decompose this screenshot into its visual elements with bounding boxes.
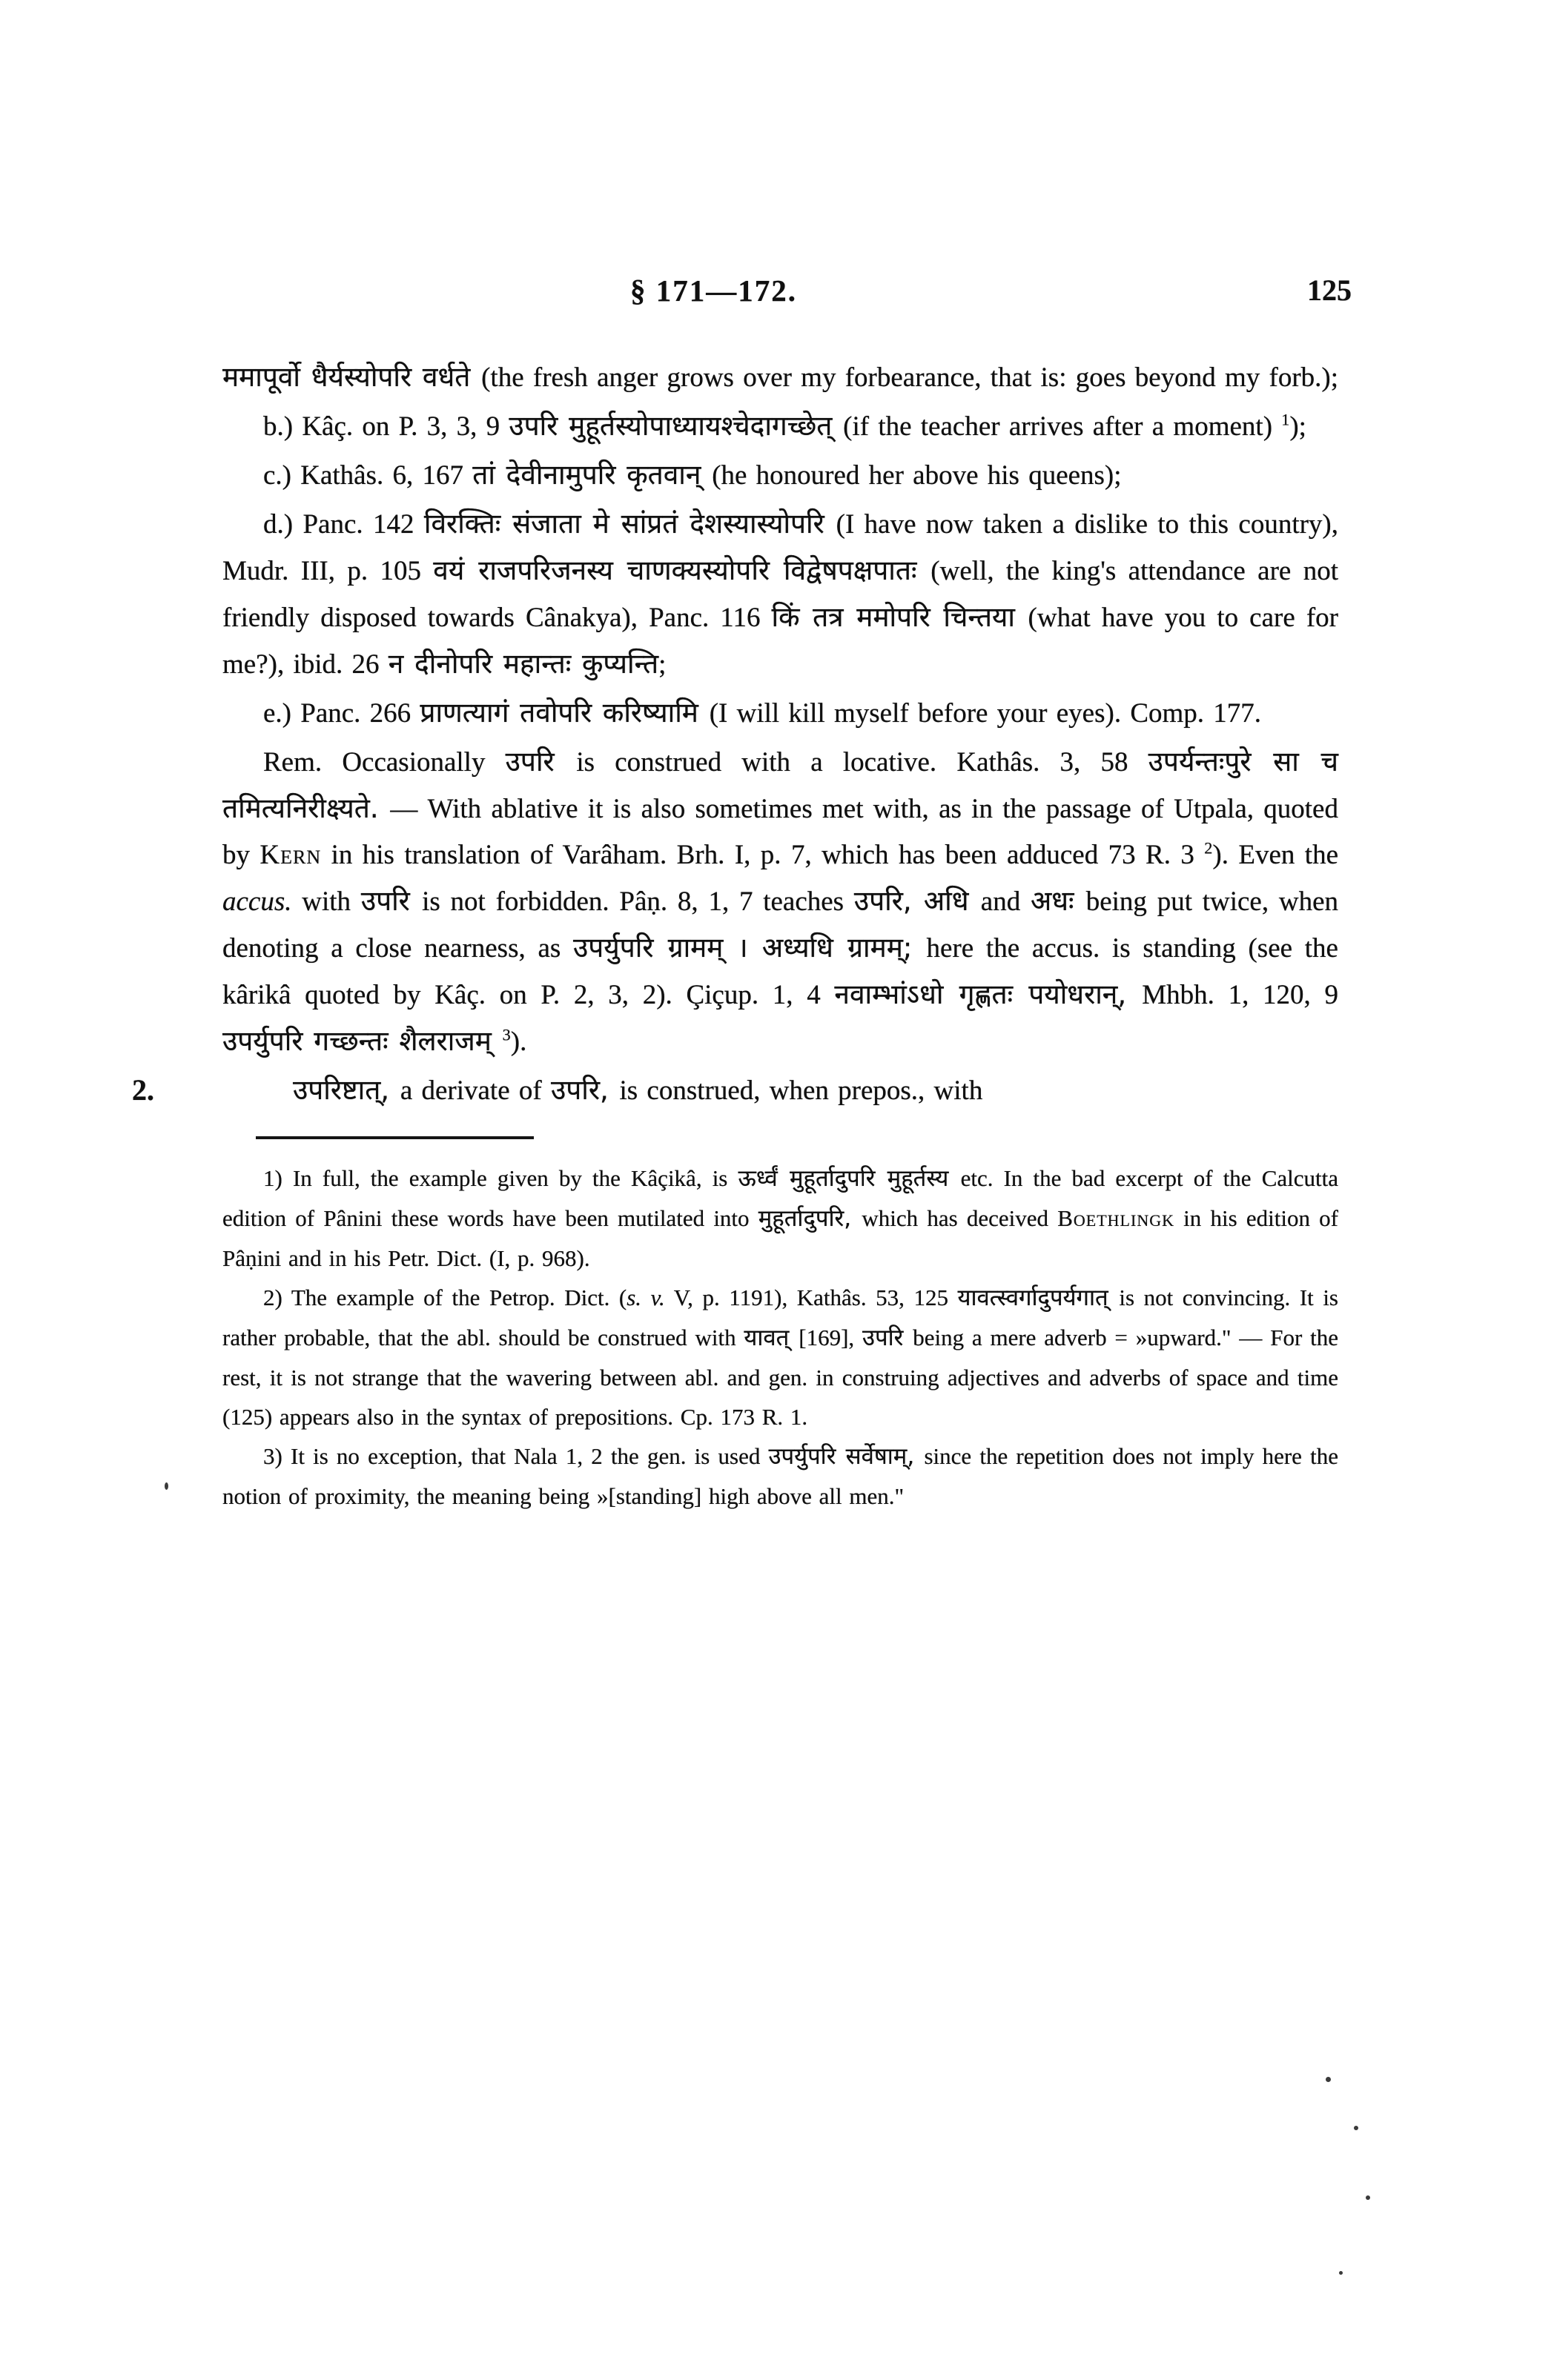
text-run: Mhbh. 1, 120, 9 xyxy=(1142,980,1338,1010)
devanagari-text: उपरि xyxy=(360,885,423,917)
devanagari-text: उपरि, xyxy=(550,1074,620,1106)
text-run: is not forbidden. Pâṇ. 8, 1, 7 teaches xyxy=(422,886,854,917)
body-paragraph xyxy=(222,354,1338,401)
text-run: b.) Kâç. on P. 3, 3, 9 xyxy=(263,411,509,442)
devanagari-text: यावत्स्वर्गादुपर्यगात् xyxy=(957,1285,1120,1311)
text-run: (the fresh anger grows over my forbearance, that is: goes beyond my forb.); xyxy=(481,362,1338,393)
text-run: 3) It is no exception, that Nala 1, 2 the gen. is used xyxy=(263,1443,769,1469)
text-run: V, p. 1191), Kathâs. 53, 125 xyxy=(664,1285,958,1310)
paragraph-number-label: 2. xyxy=(132,1073,154,1107)
text-run: (if the teacher arrives after a moment) xyxy=(843,411,1282,442)
text-run: (he honoured her above his queens); xyxy=(712,460,1122,491)
text-run: 2 xyxy=(1204,838,1213,858)
text-run: accus. xyxy=(222,886,292,917)
devanagari-text: अधः xyxy=(1030,885,1086,917)
devanagari-text: किं तत्र ममोपरि चिन्तया xyxy=(771,601,1028,633)
text-run: ; xyxy=(658,649,667,680)
scan-speck xyxy=(1366,2195,1370,2200)
text-run: 3 xyxy=(502,1025,511,1044)
devanagari-text: मुहूर्तादुपरि, xyxy=(758,1205,862,1232)
text-run: Rem. Occasionally xyxy=(263,747,506,778)
text-run: is construed with a locative. Kathâs. 3, 58 xyxy=(576,747,1148,778)
text-run: etc. In the bad excerpt of the Calcutta edition of Pânini these words have been mutilated into xyxy=(222,1165,1338,1231)
text-run: with xyxy=(291,886,361,917)
devanagari-text: यावत् xyxy=(744,1325,799,1351)
body-text-block xyxy=(132,354,1339,1114)
text-run: since the repetition does not imply here the notion of proximity, the meaning being »[standing] high above all men." xyxy=(222,1443,1338,1509)
scan-speck xyxy=(1339,2271,1343,2275)
devanagari-text: उपरि xyxy=(862,1325,913,1351)
devanagari-text: नवाम्भांऽधो गृह्णतः पयोधरान्, xyxy=(834,978,1143,1010)
body-paragraph xyxy=(222,501,1338,688)
text-run: Boethlingk xyxy=(1057,1205,1174,1231)
text-run: being a mere adverb = »upward." — For the rest, it is not strange that the wavering between abl. and gen. in construing adjectives and adverbs of space and time (125) appears also in the syntax of prepositions. Cp. 173 R. 1. xyxy=(222,1325,1338,1430)
body-paragraph xyxy=(222,690,1338,737)
text-run: is construed, when prepos., with xyxy=(619,1075,983,1106)
text-run: (what have you to care for me?), ibid. 26 xyxy=(222,603,1338,680)
footnote-paragraph xyxy=(222,1278,1338,1436)
text-run: ). xyxy=(510,1027,527,1057)
text-run: is not convincing. It is rather probable, that the abl. should be construed with xyxy=(222,1285,1338,1350)
text-run: (I have now taken a dislike to this country), Mudr. III, p. 105 xyxy=(222,509,1338,586)
footnote-paragraph xyxy=(222,1436,1338,1516)
text-run: (I will kill myself before your eyes). Comp. 177. xyxy=(709,698,1262,729)
scan-speck xyxy=(1354,2126,1358,2130)
devanagari-text: उपर्यन्तःपुरे सा च तमित्यनिरीक्ष्यते. xyxy=(222,746,1338,824)
body-paragraph xyxy=(132,1067,1338,1114)
devanagari-text: प्राणत्यागं तवोपरि करिष्यामि xyxy=(420,697,710,729)
devanagari-text: उपरि xyxy=(505,746,577,778)
devanagari-text: उपरि, अधि xyxy=(853,885,981,917)
scan-speck xyxy=(1326,2077,1331,2082)
text-run: which has deceived xyxy=(862,1205,1058,1231)
footnotes-block xyxy=(222,1158,1338,1516)
text-run: and xyxy=(980,886,1031,917)
text-run: s. v. xyxy=(627,1285,665,1310)
text-run: 2) The example of the Petrop. Dict. ( xyxy=(263,1285,627,1310)
devanagari-text: उपर्युपरि ग्रामम् । अध्यधि ग्रामम्; xyxy=(573,932,927,964)
section-range: § 171—172. xyxy=(630,274,797,308)
text-run: ). Even the xyxy=(1212,840,1339,870)
text-run: (well, the king's attendance are not friendly disposed towards Cânakya), Panc. 116 xyxy=(222,556,1338,633)
text-run: being put twice, when denoting a close nearness, as xyxy=(222,886,1339,964)
devanagari-text: वयं राजपरिजनस्य चाणक्यस्योपरि विद्वेषपक्षपातः xyxy=(433,554,931,586)
devanagari-text: ऊर्ध्वं मुहूर्तादुपरि मुहूर्तस्य xyxy=(738,1165,961,1192)
devanagari-text: तां देवीनामुपरि कृतवान् xyxy=(472,459,713,491)
body-paragraph xyxy=(222,452,1338,499)
text-run: in his edition of Pâṇini and in his Petr. Dict. (I, p. 968). xyxy=(222,1205,1338,1271)
page-number: 125 xyxy=(1307,274,1352,307)
scan-speck xyxy=(165,1482,168,1490)
text-column xyxy=(132,273,1352,1516)
footnote-paragraph xyxy=(222,1158,1338,1278)
footnote-separator-rule xyxy=(256,1136,534,1139)
text-run: c.) Kathâs. 6, 167 xyxy=(263,460,473,491)
devanagari-text: उपरि मुहूर्तस्योपाध्यायश्चेदागच्छेत् xyxy=(509,410,844,442)
devanagari-text: उपर्युपरि सर्वेषाम्, xyxy=(768,1443,925,1470)
devanagari-text: विरक्तिः संजाता मे सांप्रतं देशस्यास्योपरि xyxy=(423,508,836,540)
text-run: — With ablative it is also sometimes met with, as in the passage of Utpala, quoted by xyxy=(222,794,1338,870)
text-run: d.) Panc. 142 xyxy=(263,509,424,540)
text-run: a derivate of xyxy=(400,1075,551,1106)
text-run: in his translation of Varâham. Brh. I, p. 7, which has been adduced 73 R. 3 xyxy=(321,840,1205,870)
text-run: e.) Panc. 266 xyxy=(263,698,420,729)
body-paragraph xyxy=(222,739,1338,1065)
text-run: here the accus. is standing (see the kârikâ quoted by Kâç. on P. 2, 3, 2). Çiçup. 1, 4 xyxy=(222,933,1338,1010)
text-run: 1 xyxy=(1281,410,1290,429)
devanagari-text: उपरिष्टात्, xyxy=(293,1074,400,1106)
devanagari-text: न दीनोपरि महान्तः कुप्यन्ति xyxy=(388,648,659,680)
text-run: 1) In full, the example given by the Kâçikâ, is xyxy=(263,1165,738,1191)
running-header xyxy=(222,273,1352,314)
text-run: ); xyxy=(1289,411,1306,442)
text-run: Kern xyxy=(260,840,322,870)
devanagari-text: ममापूर्वो धैर्यस्योपरि वर्धते xyxy=(222,361,482,393)
devanagari-text: उपर्युपरि गच्छन्तः शैलराजम् xyxy=(222,1025,503,1057)
body-paragraph xyxy=(222,403,1338,450)
text-run: [169], xyxy=(799,1325,862,1350)
